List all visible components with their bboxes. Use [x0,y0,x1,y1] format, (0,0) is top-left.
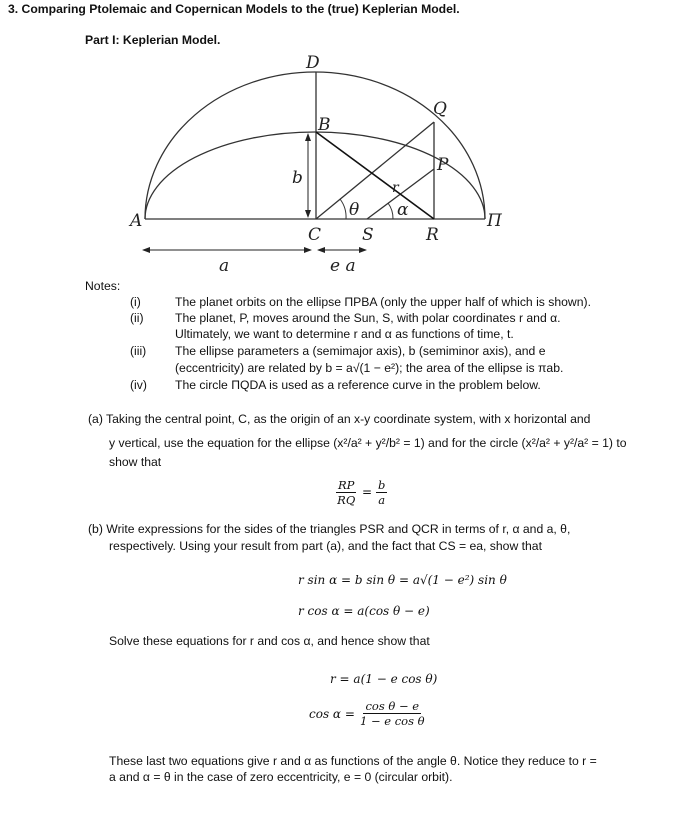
note-text: The circle ΠQDA is used as a reference curve in the problem below. [175,378,541,392]
label-alpha: α [397,200,409,220]
line-BR [316,132,434,219]
solve-text: Solve these equations for r and cos α, and hence show that [109,634,430,648]
line-CQ [316,122,434,219]
fraction-RP-RQ: $\frac{RP}{RQ}$ [337,478,356,507]
note-text: The ellipse parameters a (semimajor axis), b (semiminor axis), and e [175,344,546,358]
label-P: P [437,155,449,175]
closing-text: These last two equations give r and α as functions of the angle θ. Notice they reduce to r = [109,754,597,768]
equation-r: r = a(1 − e cos θ) [330,672,438,686]
part-a-text: show that [109,455,162,469]
equals-sign: = [362,485,373,499]
part-a-text: y vertical, use the equation for the ellipse (x²/a² + y²/b² = 1) and for the circle (x²/a² + y²/a² = 1) to [109,436,627,450]
label-Pi: Π [487,211,502,231]
label-B: B [318,115,331,135]
equation-sin: r sin α = b sin θ = a√(1 − e²) sin θ [298,573,507,587]
label-r: r [392,180,399,196]
note-text: (eccentricity) are related by b = a√(1 − e²); the area of the ellipse is πab. [175,361,564,375]
label-a: a [219,256,230,276]
equation-cos-alpha-lhs: cos α = [309,707,355,721]
note-number: (ii) [130,311,144,325]
fraction-cos-alpha: $\frac{\text{cos θ − e}}{\text{1 − e cos θ}}$ [360,699,425,728]
label-ea: e a [330,256,356,276]
problem-heading: 3. Comparing Ptolemaic and Copernican Models to the (true) Keplerian Model. [8,2,460,16]
label-R: R [426,225,439,245]
theta-arc [340,199,346,219]
equation-cos: r cos α = a(cos θ − e) [298,604,430,618]
label-A: A [130,211,143,231]
label-S: S [362,225,374,245]
closing-text: a and α = θ in the case of zero eccentricity, e = 0 (circular orbit). [109,770,453,784]
kepler-diagram [0,0,698,280]
label-D: D [306,53,320,73]
part-b-text: (b) Write expressions for the sides of the triangles PSR and QCR in terms of r, α and a, θ, [88,522,571,536]
note-number: (i) [130,295,141,309]
fraction-b-a: $\frac{b}{a}$ [378,478,386,507]
part-a-text: (a) Taking the central point, C, as the origin of an x-y coordinate system, with x horizontal and [88,412,591,426]
note-number: (iii) [130,344,147,358]
note-text: Ultimately, we want to determine r and α as functions of time, t. [175,327,514,341]
label-b: b [292,168,303,188]
notes-title: Notes: [85,279,121,293]
label-Q: Q [433,99,447,119]
note-text: The planet, P, moves around the Sun, S, with polar coordinates r and α. [175,311,561,325]
part-title: Part I: Keplerian Model. [85,33,221,47]
part-b-text: respectively. Using your result from part (a), and the fact that CS = ea, show that [109,539,542,553]
note-number: (iv) [130,378,147,392]
note-text: The planet orbits on the ellipse ΠPBA (only the upper half of which is shown). [175,295,591,309]
label-theta: θ [349,200,360,220]
label-C: C [308,225,322,245]
alpha-arc [388,203,393,219]
